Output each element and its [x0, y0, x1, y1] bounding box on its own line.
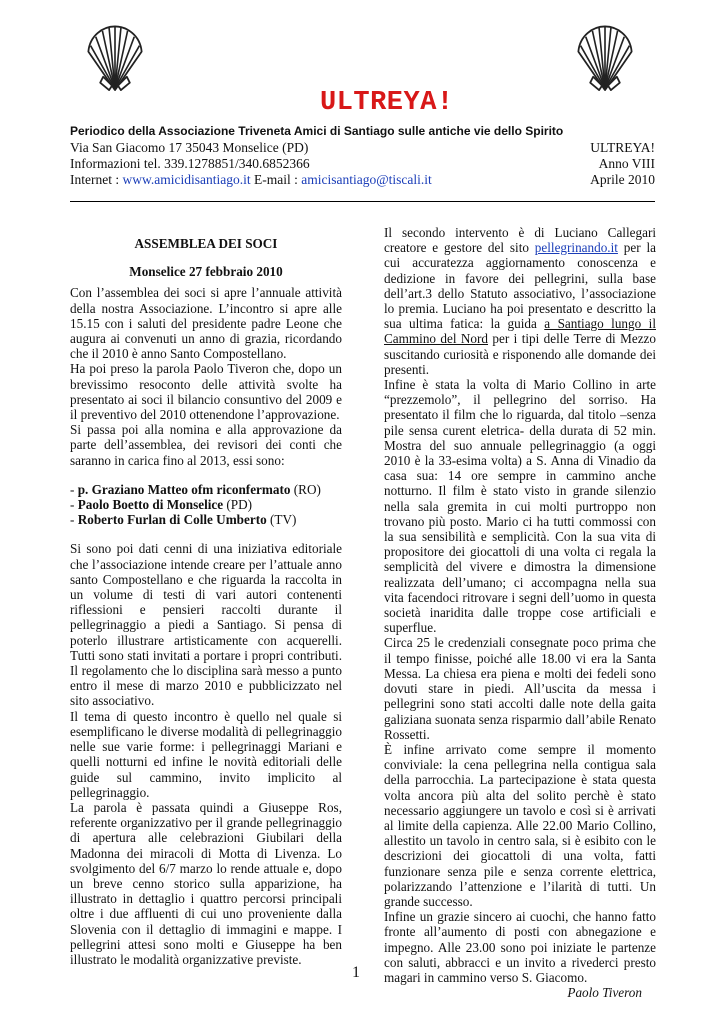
list-dash: - [70, 481, 78, 497]
list-item [70, 482, 342, 497]
paragraph: Infine un grazie sincero ai cuochi, che hanno fatto fronte all’aumento di posti con abnegazione e impegno. Alle 23.00 sono poi iniziate le partenze con saluti, abbracci e un invito a rivederci presto magari in cammino verso S. Giacomo. [384, 909, 656, 985]
paragraph: Si passa poi alla nomina e alla approvazione da parte dell’assemblea, dei revisori dei conti che saranno in carica fino al 2013, essi sono: [70, 422, 342, 468]
pellegrinando-link[interactable]: pellegrinando.it [534, 240, 618, 256]
page-number: 1 [352, 964, 360, 981]
paragraph: Ha poi preso la parola Paolo Tiveron che, dopo un brevissimo resoconto delle attività svolte ha presentato ai soci il bilancio consuntivo del 2009 e il preventivo del 2010 ottenendone l’approvazione. [70, 361, 342, 423]
auditor-name: p. Graziano Matteo ofm riconfermato [77, 481, 291, 497]
text-run: Il secondo intervento è di Luciano Callegari creatore e gestore del sito [384, 225, 656, 256]
spacer [70, 468, 342, 482]
list-item [70, 497, 342, 512]
internet-label: Internet : [70, 172, 123, 187]
paragraph: Infine è stata la volta di Mario Collino in arte “prezzemolo”, il pellegrino del sorriso. Ha presentato il film che lo riguarda, dal titolo –senza pile sensa curent eletrica- della durata di 52 min. Mostra del suo annuale pellegrinaggio (a oggi 2010 è la 33-esima volta) a S. Anna di Vinadio da casa sua: 14 ore sempre in cammino anche notturno. Il film è stato visto in grande silenzio nella sala gremita in cui molti purtroppo non trovano più posto. Mario ci ha tutti commossi con la sua sensibilità e semplicità. Con la sua vita di propositore dei giocattoli di una volta ci regala la semplicità del vivere e dimostra la dimensione realizzata dell’umano; ci accompagna nella sua vita facendoci ritrovare i segni dell’uomo in questa società inaridita dalle troppe cose artificiali e superflue. [384, 377, 656, 636]
auditor-name: Roberto Furlan di Colle Umberto [77, 512, 267, 528]
newsletter-subtitle: Periodico della Associazione Triveneta Amici di Santiago sulle antiche vie dello Spirito [70, 124, 564, 138]
auditor-place: (RO) [290, 481, 321, 497]
address: Via San Giacomo 17 35043 Monselice (PD) [70, 140, 309, 155]
left-column [70, 236, 342, 967]
author-signature: Paolo Tiveron [567, 985, 642, 1001]
list-dash: - [70, 497, 78, 513]
paragraph: Si sono poi dati cenni di una iniziativa editoriale che l’associazione intende creare per l’attuale anno santo Compostellano e che riguarda la raccolta in un volume di testi di vari autori contenenti riflessioni e pensieri raccolti durante il pellegrinaggio a piedi a Santiago. Si pensa di poterlo illustrare artisticamente con acquerelli. Tutti sono stati invitati a portare i propri contributi. Il regolamento che lo disciplina sarà messo a punto entro il mese di marzo 2010 e pubblicizzato nel sito associativo. [70, 541, 342, 709]
spacer [70, 527, 342, 541]
text-run: per la cui accuratezza aggiornamento conoscenza e dedizione in favore dei pellegrini, sulla base dell’art.3 dello Statuto associativo, l’associazione lo premia. Luciano ha poi presentato e descritto la sua ultima fatica: la guida [384, 240, 656, 332]
email-link[interactable]: amicisantiago@tiscali.it [301, 172, 432, 187]
phone-info: Informazioni tel. 339.1278851/340.6852366 [70, 156, 310, 171]
guide-title: a Santiago lungo il Cammino del Nord [384, 316, 656, 347]
email-label: E-mail : [250, 172, 302, 187]
list-item [70, 512, 342, 527]
right-column [384, 225, 656, 1000]
website-link[interactable]: www.amicidisantiago.it [122, 172, 251, 187]
paragraph: Circa 25 le credenziali consegnate poco prima che il tempo finisse, poiché alle 18.00 vi era la Santa Messa. La chiesa era piena e molti dei fedeli sono dovuti stare in piedi. All’uscita da messa i pellegrini sono stati accolti dalle note della gaita galiziana suonata senza risparmio dall’abile Renato Rossetti. [384, 635, 656, 742]
header-divider [70, 201, 655, 202]
auditor-name: Paolo Boetto di Monselice [77, 497, 224, 513]
paragraph: La parola è passata quindi a Giuseppe Ros, referente organizzativo per il grande pellegrinaggio di apertura alle celebrazioni Giubilari della Madonna dei miracoli di Motta di Livenza. Lo svolgimento del 6/7 marzo lo rende attuale e, dopo un breve cenno storico sulla apparizione, ha illustrato in dettaglio i quattro percorsi principali oltre i due affluenti di cui uno proveniente dalla Slovenia con il dettaglio di immagini e mappe. I pellegrini attesi sono molti e Giuseppe ha ben illustrato le modalità organizzative previste. [70, 799, 342, 967]
masthead-row-address [70, 140, 655, 156]
masthead-name: ULTREYA! [590, 140, 655, 155]
paragraph: Il tema di questo incontro è quello nel quale si esemplificano le diverse modalità di pellegrinaggio nelle sue varie forme: i pellegrinaggi Mariani e quelli notturni ed infine le novità editoriali delle guide sul cammino, invito implicito al pellegrinaggio. [70, 708, 342, 800]
newsletter-title: ULTREYA! [320, 88, 454, 118]
masthead-row-internet [70, 172, 655, 188]
scallop-shell-icon [78, 22, 152, 96]
list-dash: - [70, 512, 78, 528]
article-heading: ASSEMBLEA DEI SOCI [134, 236, 278, 251]
contact-line [70, 172, 432, 188]
text-run: per i tipi delle Terre di Mezzo suscitando curiosità e risponendo alle domande dei presenti. [384, 331, 656, 377]
scallop-shell-icon [568, 22, 642, 96]
paragraph [384, 225, 656, 377]
volume: Anno VIII [598, 156, 655, 171]
masthead-row-phone [70, 156, 655, 172]
paragraph: È infine arrivato come sempre il momento conviviale: la cena pellegrina nella contigua sala della parrocchia. La partecipazione è stata questa volta ancora più alta del solito perchè è stato necessario aggiungere un tavolo e così si è arrivati al limite della capienza. Alle 22.00 Mario Collino, allestito un tavolo in centro sala, si è esibito con le descrizioni dei giocattoli di una volta, fatti funzionare senza pile e senza corrente elettrica, polarizzando l’attenzione e l’ilarità di tutti. Un grande successo. [384, 741, 656, 909]
auditor-place: (TV) [266, 512, 297, 528]
issue-date: Aprile 2010 [590, 172, 655, 187]
article-subheading: Monselice 27 febbraio 2010 [129, 264, 283, 280]
auditor-place: (PD) [223, 497, 253, 513]
paragraph: Con l’assemblea dei soci si apre l’annuale attività della nostra Associazione. L’incontro si apre alle 15.15 con i saluti del presidente padre Leone che augura ai convenuti un anno di grazia, ricordando che il 2010 è anno Santo Compostellano. [70, 285, 342, 362]
